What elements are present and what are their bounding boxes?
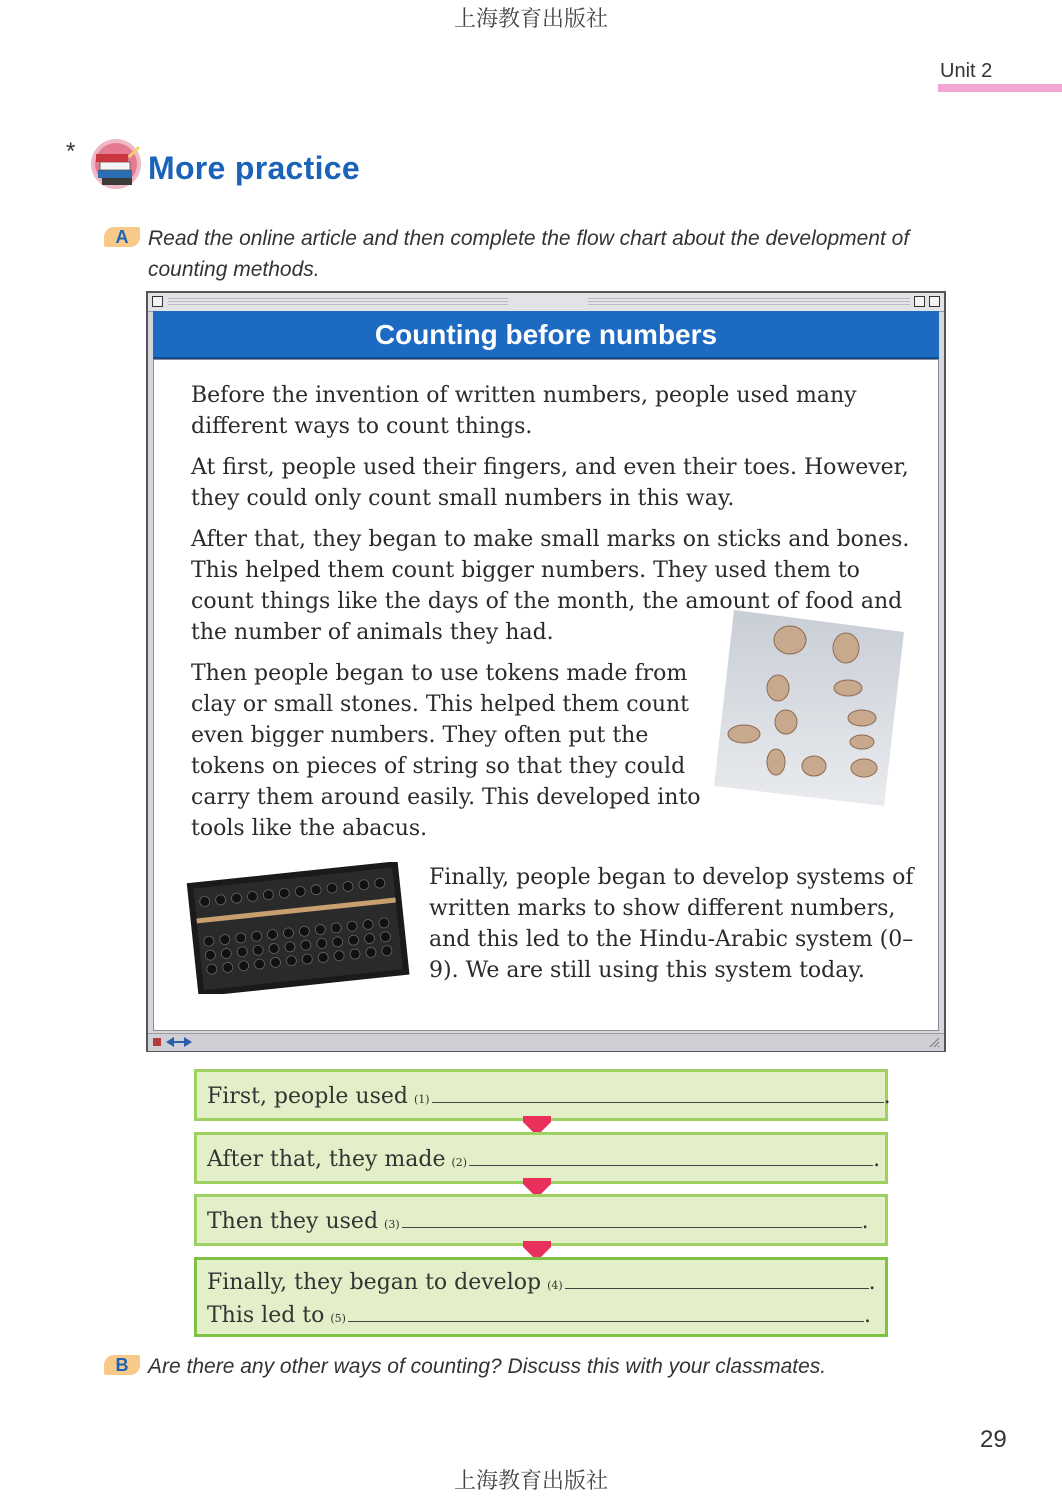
window-collapse-icon[interactable] <box>929 296 940 307</box>
star-mark: * <box>66 138 76 165</box>
publisher-footer: 上海教育出版社 <box>453 1469 608 1494</box>
clay-tokens-photo <box>714 610 904 806</box>
flow-step-1-text: First, people used <box>207 1084 408 1109</box>
article-title-bar <box>153 311 939 359</box>
books-icon <box>88 138 144 192</box>
section-title: More practice <box>148 150 360 186</box>
flow-step-3 <box>194 1194 888 1246</box>
flow-step-2-number: (2) <box>451 1156 468 1169</box>
flow-step-4-text: Finally, they began to develop <box>207 1270 542 1295</box>
article-paragraph-5: Finally, people began to develop systems of written marks to show different numbers, and this led to the Hindu-Arabic system (0–9). We are still using this system today. <box>429 865 914 983</box>
article-title: Counting before numbers <box>374 319 718 350</box>
window-close-icon[interactable] <box>152 296 163 307</box>
flow-step-2-end: . <box>873 1147 881 1172</box>
flow-step-1-end: . <box>883 1084 891 1109</box>
flow-step-2 <box>194 1132 888 1184</box>
blank-3[interactable] <box>402 1207 862 1228</box>
title-stripes-right <box>588 298 910 306</box>
task-b-badge: B <box>104 1355 140 1375</box>
window-status-bar <box>148 1033 944 1051</box>
flow-step-4-number: (4) <box>547 1279 563 1292</box>
blank-4[interactable] <box>565 1268 869 1289</box>
flow-step-4-end: . <box>868 1270 876 1295</box>
resize-grip-icon[interactable] <box>928 1036 940 1048</box>
scroll-arrows-icon[interactable] <box>152 1036 196 1048</box>
blank-2[interactable] <box>469 1145 873 1166</box>
flow-step-5-text: This led to <box>207 1303 325 1328</box>
flow-step-4 <box>194 1257 888 1337</box>
blank-5[interactable] <box>348 1301 864 1322</box>
article-paragraph-2: At first, people used their fingers, and even their toes. However, they could only count small numbers in this way. <box>191 455 909 511</box>
flow-step-3-end: . <box>861 1209 869 1234</box>
flow-step-5-end: . <box>863 1303 871 1328</box>
page-number: 29 <box>980 1426 1007 1453</box>
window-zoom-icon[interactable] <box>914 296 925 307</box>
flow-step-3-text: Then they used <box>207 1209 379 1234</box>
article-paragraph-1: Before the invention of written numbers, people used many different ways to count things. <box>191 383 857 439</box>
article-paragraph-4: Then people began to use tokens made from clay or small stones. This helped them count even bigger numbers. They often put the tokens on pieces of string so that they could carry them around easily. This developed into tools like the abacus. <box>191 661 701 841</box>
window-title-strip <box>148 293 944 312</box>
flow-step-2-text: After that, they made <box>207 1147 446 1172</box>
article-paragraph-3: After that, they began to make small marks on sticks and bones. This helped them count bigger numbers. They used them to count things like the days of the month, the amount of food and the number of animals they had. <box>191 527 910 645</box>
flow-step-1 <box>194 1069 891 1121</box>
blank-1[interactable] <box>432 1082 884 1103</box>
unit-bar <box>938 84 1062 92</box>
flow-step-1-number: (1) <box>413 1093 430 1106</box>
flow-step-3-number: (3) <box>384 1218 400 1231</box>
flow-step-5-number: (5) <box>330 1312 346 1325</box>
unit-label: Unit 2 <box>940 60 993 82</box>
abacus-photo <box>184 862 410 994</box>
task-b-instruction: Are there any other ways of counting? Discuss this with your classmates. <box>148 1355 827 1378</box>
title-stripes <box>168 298 508 306</box>
task-a-instruction: Read the online article and then complete the flow chart about the development of counting methods. <box>148 227 910 281</box>
task-a-badge: A <box>104 227 140 247</box>
publisher-header: 上海教育出版社 <box>453 7 608 32</box>
